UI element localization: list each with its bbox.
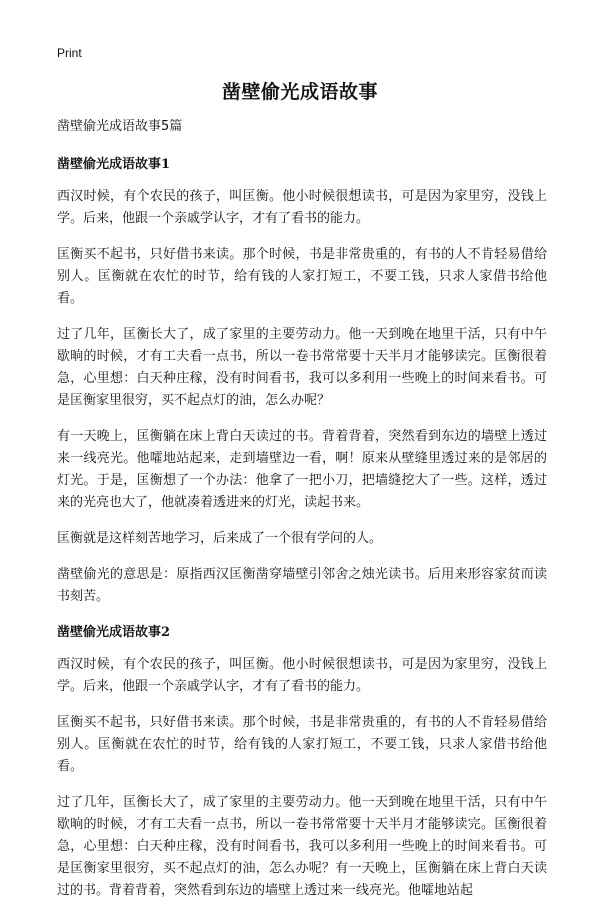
paragraph: 凿壁偷光的意思是：原指西汉匡衡凿穿墙壁引邻舍之烛光读书。后用来形容家贫而读书刻苦。 <box>57 567 547 604</box>
paragraph: 西汉时候，有个农民的孩子，叫匡衡。他小时候很想读书，可是因为家里穷，没钱上学。后来，他跟一个亲戚学认字，才有了看书的能力。 <box>57 189 547 226</box>
paragraph: 匡衡就是这样刻苦地学习，后来成了一个很有学问的人。 <box>57 531 383 546</box>
section-heading: 凿壁偷光成语故事1 <box>57 157 171 172</box>
document-subtitle: 凿壁偷光成语故事5篇 <box>57 119 183 134</box>
paragraph: 匡衡买不起书，只好借书来读。那个时候，书是非常贵重的，有书的人不肯轻易借给别人。匡衡就在农忙的时节，给有钱的人家打短工，不要工钱，只求人家借书给他看。 <box>57 715 547 774</box>
document-body <box>57 116 547 916</box>
paragraph: 过了几年，匡衡长大了，成了家里的主要劳动力。他一天到晚在地里干活，只有中午歇晌的时候，才有工夫看一点书，所以一卷书常常要十天半月才能够读完。匡衡很着急，心里想：白天种庄稼，没有时间看书，我可以多利用一些晚上的时间来看书。可是匡衡家里很穷，买不起点灯的油，怎么办呢？有一天晚上，匡衡躺在床上背白天读过的书。背着背着，突然看到东边的墙壁上透过来一线亮光。他嚯地站起 <box>57 795 547 898</box>
paragraph: 西汉时候，有个农民的孩子，叫匡衡。他小时候很想读书，可是因为家里穷，没钱上学。后来，他跟一个亲戚学认字，才有了看书的能力。 <box>57 657 547 694</box>
paragraph: 有一天晚上，匡衡躺在床上背白天读过的书。背着背着，突然看到东边的墙壁上透过来一线亮光。他嚯地站起来，走到墙壁边一看，啊！原来从壁缝里透过来的是邻居的灯光。于是，匡衡想了一个办法：他拿了一把小刀，把墙缝挖大了一些。这样，透过来的光亮也大了，他就凑着透进来的灯光，读起书来。 <box>57 429 547 510</box>
story-section-1 <box>57 154 547 608</box>
story-section-2 <box>57 622 547 902</box>
paragraph: 匡衡买不起书，只好借书来读。那个时候，书是非常贵重的，有书的人不肯轻易借给别人。匡衡就在农忙的时节，给有钱的人家打短工，不要工钱，只求人家借书给他看。 <box>57 247 547 306</box>
page-title: 凿壁偷光成语故事 <box>221 81 378 103</box>
section-heading: 凿壁偷光成语故事2 <box>57 625 171 640</box>
paragraph: 过了几年，匡衡长大了，成了家里的主要劳动力。他一天到晚在地里干活，只有中午歇晌的时候，才有工夫看一点书，所以一卷书常常要十天半月才能够读完。匡衡很着急，心里想：白天种庄稼，没有时间看书，我可以多利用一些晚上的时间来看书。可是匡衡家里很穷，买不起点灯的油，怎么办呢？ <box>57 327 547 408</box>
print-label: Print <box>57 46 82 60</box>
